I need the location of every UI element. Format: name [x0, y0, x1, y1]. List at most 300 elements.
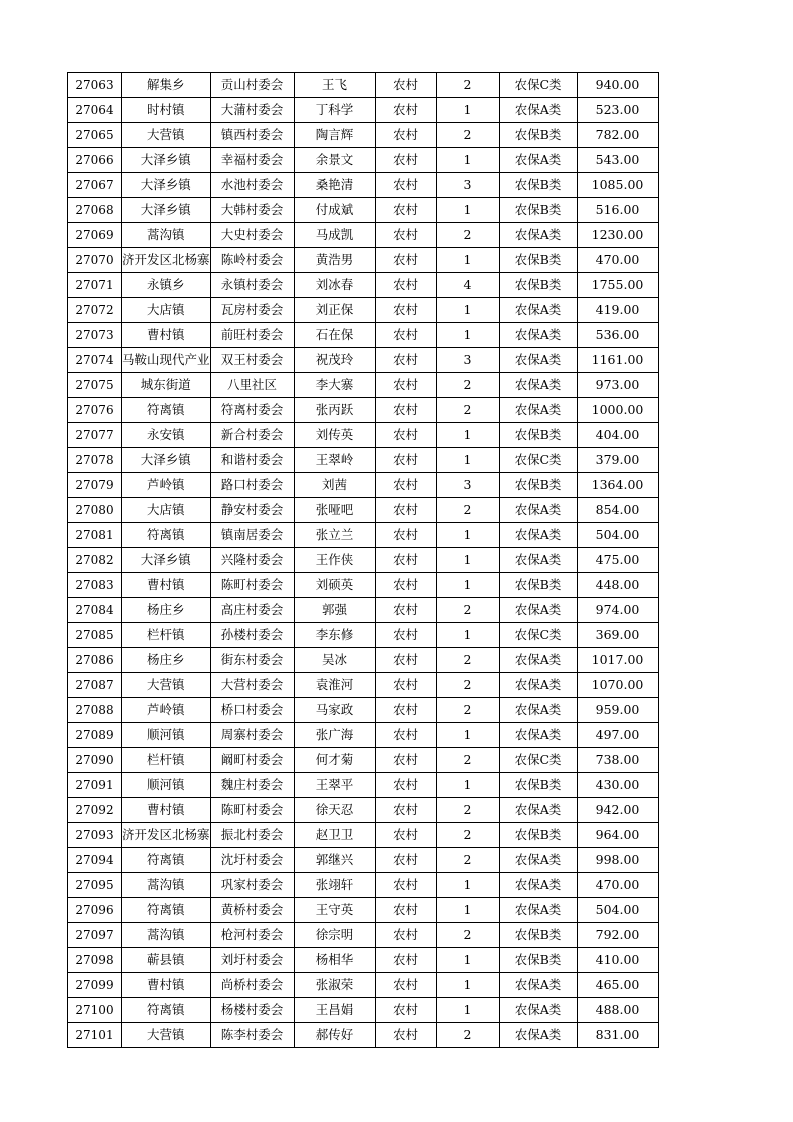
cell-record-id: 27076: [68, 398, 122, 423]
cell-record-id: 27070: [68, 248, 122, 273]
cell-family-size: 2: [436, 123, 499, 148]
cell-insurance-category: 农保A类: [499, 148, 577, 173]
cell-amount: 974.00: [577, 598, 658, 623]
cell-name: 王飞: [294, 73, 375, 98]
cell-township: 大营镇: [122, 123, 211, 148]
cell-village-committee: 镇南居委会: [210, 523, 294, 548]
table-row: [68, 848, 659, 873]
cell-amount: 738.00: [577, 748, 658, 773]
cell-family-size: 1: [436, 773, 499, 798]
cell-insurance-category: 农保B类: [499, 773, 577, 798]
cell-household-type: 农村: [375, 273, 436, 298]
table-row: [68, 273, 659, 298]
cell-name: 王昌娟: [294, 998, 375, 1023]
cell-township: 大营镇: [122, 673, 211, 698]
cell-name: 赵卫卫: [294, 823, 375, 848]
cell-insurance-category: 农保A类: [499, 548, 577, 573]
cell-township: 曹村镇: [122, 573, 211, 598]
cell-household-type: 农村: [375, 748, 436, 773]
cell-household-type: 农村: [375, 673, 436, 698]
table-row: [68, 198, 659, 223]
table-row: [68, 698, 659, 723]
cell-insurance-category: 农保C类: [499, 73, 577, 98]
cell-family-size: 1: [436, 323, 499, 348]
cell-village-committee: 桥口村委会: [210, 698, 294, 723]
cell-family-size: 2: [436, 1023, 499, 1048]
cell-township: 顺河镇: [122, 773, 211, 798]
cell-township: 蒿沟镇: [122, 223, 211, 248]
cell-family-size: 2: [436, 598, 499, 623]
table-row: [68, 548, 659, 573]
cell-amount: 465.00: [577, 973, 658, 998]
cell-household-type: 农村: [375, 323, 436, 348]
cell-name: 石在保: [294, 323, 375, 348]
cell-record-id: 27065: [68, 123, 122, 148]
cell-village-committee: 大史村委会: [210, 223, 294, 248]
cell-village-committee: 黄桥村委会: [210, 898, 294, 923]
cell-record-id: 27067: [68, 173, 122, 198]
cell-family-size: 1: [436, 148, 499, 173]
cell-household-type: 农村: [375, 948, 436, 973]
cell-amount: 1017.00: [577, 648, 658, 673]
cell-township: 芦岭镇: [122, 698, 211, 723]
table-row: [68, 423, 659, 448]
table-row: [68, 573, 659, 598]
table-row: [68, 598, 659, 623]
cell-record-id: 27095: [68, 873, 122, 898]
cell-village-committee: 魏庄村委会: [210, 773, 294, 798]
cell-amount: 1364.00: [577, 473, 658, 498]
cell-township: 大店镇: [122, 498, 211, 523]
cell-village-committee: 杨楼村委会: [210, 998, 294, 1023]
cell-township: 符离镇: [122, 523, 211, 548]
cell-township: 大泽乡镇: [122, 198, 211, 223]
cell-family-size: 1: [436, 623, 499, 648]
table-body: [68, 73, 659, 1048]
cell-township: 大泽乡镇: [122, 148, 211, 173]
cell-township: 城东街道: [122, 373, 211, 398]
cell-household-type: 农村: [375, 548, 436, 573]
cell-village-committee: 符离村委会: [210, 398, 294, 423]
table-row: [68, 473, 659, 498]
cell-family-size: 2: [436, 73, 499, 98]
cell-amount: 523.00: [577, 98, 658, 123]
cell-township: 栏杆镇: [122, 748, 211, 773]
cell-household-type: 农村: [375, 223, 436, 248]
cell-household-type: 农村: [375, 823, 436, 848]
cell-village-committee: 孙楼村委会: [210, 623, 294, 648]
cell-family-size: 2: [436, 848, 499, 873]
cell-record-id: 27086: [68, 648, 122, 673]
cell-amount: 475.00: [577, 548, 658, 573]
cell-household-type: 农村: [375, 648, 436, 673]
cell-village-committee: 周寨村委会: [210, 723, 294, 748]
cell-village-committee: 大蒲村委会: [210, 98, 294, 123]
cell-record-id: 27083: [68, 573, 122, 598]
cell-insurance-category: 农保A类: [499, 98, 577, 123]
cell-record-id: 27074: [68, 348, 122, 373]
cell-amount: 964.00: [577, 823, 658, 848]
cell-family-size: 1: [436, 948, 499, 973]
cell-village-committee: 阚町村委会: [210, 748, 294, 773]
cell-family-size: 1: [436, 448, 499, 473]
cell-township: 时村镇: [122, 98, 211, 123]
cell-family-size: 4: [436, 273, 499, 298]
table-row: [68, 373, 659, 398]
cell-name: 吴冰: [294, 648, 375, 673]
cell-amount: 942.00: [577, 798, 658, 823]
table-row: [68, 173, 659, 198]
cell-village-committee: 瓦房村委会: [210, 298, 294, 323]
cell-village-committee: 前旺村委会: [210, 323, 294, 348]
cell-household-type: 农村: [375, 923, 436, 948]
table-row: [68, 948, 659, 973]
cell-name: 马家政: [294, 698, 375, 723]
cell-insurance-category: 农保B类: [499, 473, 577, 498]
cell-household-type: 农村: [375, 248, 436, 273]
cell-record-id: 27075: [68, 373, 122, 398]
cell-amount: 792.00: [577, 923, 658, 948]
cell-household-type: 农村: [375, 148, 436, 173]
cell-name: 李大寨: [294, 373, 375, 398]
cell-amount: 504.00: [577, 523, 658, 548]
cell-township: 济开发区北杨寨: [122, 248, 211, 273]
cell-record-id: 27085: [68, 623, 122, 648]
cell-insurance-category: 农保A类: [499, 973, 577, 998]
cell-record-id: 27081: [68, 523, 122, 548]
cell-household-type: 农村: [375, 773, 436, 798]
cell-township: 符离镇: [122, 898, 211, 923]
table-row: [68, 448, 659, 473]
cell-family-size: 1: [436, 723, 499, 748]
cell-insurance-category: 农保A类: [499, 673, 577, 698]
cell-name: 丁科学: [294, 98, 375, 123]
cell-township: 符离镇: [122, 998, 211, 1023]
cell-insurance-category: 农保A类: [499, 723, 577, 748]
cell-insurance-category: 农保A类: [499, 873, 577, 898]
cell-family-size: 1: [436, 998, 499, 1023]
table-row: [68, 1023, 659, 1048]
cell-insurance-category: 农保A类: [499, 798, 577, 823]
cell-household-type: 农村: [375, 173, 436, 198]
cell-name: 桑艳清: [294, 173, 375, 198]
cell-amount: 998.00: [577, 848, 658, 873]
cell-insurance-category: 农保A类: [499, 598, 577, 623]
cell-village-committee: 双王村委会: [210, 348, 294, 373]
cell-household-type: 农村: [375, 398, 436, 423]
cell-insurance-category: 农保B类: [499, 948, 577, 973]
cell-record-id: 27073: [68, 323, 122, 348]
cell-household-type: 农村: [375, 973, 436, 998]
cell-insurance-category: 农保A类: [499, 698, 577, 723]
cell-family-size: 1: [436, 973, 499, 998]
cell-name: 刘茜: [294, 473, 375, 498]
cell-name: 郭继兴: [294, 848, 375, 873]
cell-name: 郭强: [294, 598, 375, 623]
cell-household-type: 农村: [375, 473, 436, 498]
cell-insurance-category: 农保A类: [499, 1023, 577, 1048]
cell-insurance-category: 农保B类: [499, 923, 577, 948]
cell-village-committee: 八里社区: [210, 373, 294, 398]
cell-insurance-category: 农保B类: [499, 573, 577, 598]
cell-insurance-category: 农保A类: [499, 298, 577, 323]
cell-name: 马成凯: [294, 223, 375, 248]
table-row: [68, 873, 659, 898]
cell-household-type: 农村: [375, 598, 436, 623]
cell-record-id: 27063: [68, 73, 122, 98]
cell-village-committee: 大韩村委会: [210, 198, 294, 223]
cell-insurance-category: 农保A类: [499, 373, 577, 398]
cell-family-size: 3: [436, 173, 499, 198]
cell-township: 大营镇: [122, 1023, 211, 1048]
cell-insurance-category: 农保B类: [499, 248, 577, 273]
cell-insurance-category: 农保B类: [499, 173, 577, 198]
cell-family-size: 2: [436, 923, 499, 948]
cell-name: 黄浩男: [294, 248, 375, 273]
cell-record-id: 27098: [68, 948, 122, 973]
cell-insurance-category: 农保B类: [499, 273, 577, 298]
cell-name: 郝传好: [294, 1023, 375, 1048]
cell-household-type: 农村: [375, 98, 436, 123]
cell-insurance-category: 农保A类: [499, 848, 577, 873]
cell-household-type: 农村: [375, 298, 436, 323]
table-row: [68, 523, 659, 548]
cell-village-committee: 街东村委会: [210, 648, 294, 673]
cell-village-committee: 陈岭村委会: [210, 248, 294, 273]
cell-amount: 959.00: [577, 698, 658, 723]
table-row: [68, 148, 659, 173]
cell-township: 杨庄乡: [122, 598, 211, 623]
cell-township: 蕲县镇: [122, 948, 211, 973]
cell-name: 张哑吧: [294, 498, 375, 523]
cell-village-committee: 水池村委会: [210, 173, 294, 198]
cell-insurance-category: 农保A类: [499, 648, 577, 673]
cell-record-id: 27082: [68, 548, 122, 573]
cell-village-committee: 振北村委会: [210, 823, 294, 848]
cell-village-committee: 尚桥村委会: [210, 973, 294, 998]
cell-family-size: 1: [436, 198, 499, 223]
cell-township: 符离镇: [122, 398, 211, 423]
cell-name: 付成斌: [294, 198, 375, 223]
cell-village-committee: 和谐村委会: [210, 448, 294, 473]
cell-amount: 488.00: [577, 998, 658, 1023]
cell-name: 刘硕英: [294, 573, 375, 598]
cell-name: 袁淮河: [294, 673, 375, 698]
cell-township: 解集乡: [122, 73, 211, 98]
cell-family-size: 2: [436, 398, 499, 423]
cell-household-type: 农村: [375, 1023, 436, 1048]
cell-township: 蒿沟镇: [122, 873, 211, 898]
cell-amount: 470.00: [577, 873, 658, 898]
cell-household-type: 农村: [375, 873, 436, 898]
cell-record-id: 27100: [68, 998, 122, 1023]
table-row: [68, 973, 659, 998]
cell-family-size: 2: [436, 673, 499, 698]
cell-village-committee: 刘圩村委会: [210, 948, 294, 973]
cell-household-type: 农村: [375, 723, 436, 748]
cell-household-type: 农村: [375, 573, 436, 598]
cell-township: 蒿沟镇: [122, 923, 211, 948]
cell-household-type: 农村: [375, 198, 436, 223]
cell-household-type: 农村: [375, 998, 436, 1023]
cell-amount: 369.00: [577, 623, 658, 648]
cell-township: 符离镇: [122, 848, 211, 873]
cell-amount: 497.00: [577, 723, 658, 748]
cell-insurance-category: 农保B类: [499, 123, 577, 148]
cell-village-committee: 静安村委会: [210, 498, 294, 523]
cell-family-size: 1: [436, 298, 499, 323]
table-row: [68, 623, 659, 648]
cell-record-id: 27090: [68, 748, 122, 773]
cell-township: 大泽乡镇: [122, 173, 211, 198]
cell-village-committee: 陈町村委会: [210, 798, 294, 823]
cell-township: 曹村镇: [122, 798, 211, 823]
cell-name: 王翠平: [294, 773, 375, 798]
table-row: [68, 223, 659, 248]
cell-name: 徐宗明: [294, 923, 375, 948]
cell-record-id: 27096: [68, 898, 122, 923]
cell-village-committee: 路口村委会: [210, 473, 294, 498]
cell-name: 刘冰春: [294, 273, 375, 298]
cell-amount: 430.00: [577, 773, 658, 798]
cell-insurance-category: 农保B类: [499, 198, 577, 223]
cell-name: 陶言辉: [294, 123, 375, 148]
table-row: [68, 898, 659, 923]
cell-household-type: 农村: [375, 623, 436, 648]
cell-insurance-category: 农保C类: [499, 748, 577, 773]
cell-record-id: 27084: [68, 598, 122, 623]
cell-insurance-category: 农保A类: [499, 498, 577, 523]
cell-name: 张立兰: [294, 523, 375, 548]
cell-amount: 379.00: [577, 448, 658, 473]
table-row: [68, 798, 659, 823]
cell-household-type: 农村: [375, 423, 436, 448]
cell-amount: 448.00: [577, 573, 658, 598]
cell-name: 刘正保: [294, 298, 375, 323]
cell-amount: 536.00: [577, 323, 658, 348]
cell-record-id: 27094: [68, 848, 122, 873]
cell-amount: 1070.00: [577, 673, 658, 698]
cell-family-size: 2: [436, 798, 499, 823]
cell-amount: 516.00: [577, 198, 658, 223]
cell-village-committee: 沈圩村委会: [210, 848, 294, 873]
cell-amount: 940.00: [577, 73, 658, 98]
table-row: [68, 398, 659, 423]
cell-family-size: 1: [436, 98, 499, 123]
cell-amount: 504.00: [577, 898, 658, 923]
cell-township: 永安镇: [122, 423, 211, 448]
table-row: [68, 648, 659, 673]
cell-record-id: 27068: [68, 198, 122, 223]
cell-record-id: 27064: [68, 98, 122, 123]
table-row: [68, 748, 659, 773]
cell-amount: 831.00: [577, 1023, 658, 1048]
cell-village-committee: 兴隆村委会: [210, 548, 294, 573]
cell-household-type: 农村: [375, 698, 436, 723]
cell-household-type: 农村: [375, 498, 436, 523]
cell-record-id: 27089: [68, 723, 122, 748]
cell-family-size: 1: [436, 423, 499, 448]
table-row: [68, 73, 659, 98]
cell-insurance-category: 农保A类: [499, 523, 577, 548]
cell-amount: 470.00: [577, 248, 658, 273]
cell-insurance-category: 农保B类: [499, 423, 577, 448]
cell-family-size: 3: [436, 473, 499, 498]
cell-household-type: 农村: [375, 448, 436, 473]
cell-record-id: 27069: [68, 223, 122, 248]
cell-family-size: 2: [436, 748, 499, 773]
table-row: [68, 998, 659, 1023]
cell-record-id: 27071: [68, 273, 122, 298]
cell-record-id: 27099: [68, 973, 122, 998]
cell-insurance-category: 农保A类: [499, 998, 577, 1023]
cell-household-type: 农村: [375, 848, 436, 873]
cell-household-type: 农村: [375, 348, 436, 373]
table-row: [68, 348, 659, 373]
cell-amount: 410.00: [577, 948, 658, 973]
table-row: [68, 923, 659, 948]
cell-township: 栏杆镇: [122, 623, 211, 648]
cell-insurance-category: 农保A类: [499, 223, 577, 248]
cell-household-type: 农村: [375, 523, 436, 548]
cell-amount: 404.00: [577, 423, 658, 448]
cell-family-size: 1: [436, 573, 499, 598]
cell-township: 济开发区北杨寨: [122, 823, 211, 848]
cell-amount: 973.00: [577, 373, 658, 398]
cell-amount: 1085.00: [577, 173, 658, 198]
cell-family-size: 2: [436, 648, 499, 673]
cell-township: 曹村镇: [122, 973, 211, 998]
table-row: [68, 723, 659, 748]
cell-household-type: 农村: [375, 123, 436, 148]
cell-name: 余景文: [294, 148, 375, 173]
cell-family-size: 1: [436, 548, 499, 573]
cell-name: 张翊轩: [294, 873, 375, 898]
cell-amount: 1755.00: [577, 273, 658, 298]
cell-name: 何才菊: [294, 748, 375, 773]
cell-insurance-category: 农保C类: [499, 448, 577, 473]
cell-township: 大泽乡镇: [122, 548, 211, 573]
cell-township: 曹村镇: [122, 323, 211, 348]
cell-insurance-category: 农保A类: [499, 398, 577, 423]
cell-family-size: 1: [436, 248, 499, 273]
cell-amount: 1230.00: [577, 223, 658, 248]
cell-amount: 1000.00: [577, 398, 658, 423]
cell-name: 张广海: [294, 723, 375, 748]
cell-township: 大泽乡镇: [122, 448, 211, 473]
cell-household-type: 农村: [375, 898, 436, 923]
cell-village-committee: 幸福村委会: [210, 148, 294, 173]
cell-amount: 782.00: [577, 123, 658, 148]
cell-township: 大店镇: [122, 298, 211, 323]
cell-household-type: 农村: [375, 73, 436, 98]
cell-township: 芦岭镇: [122, 473, 211, 498]
cell-name: 王作侠: [294, 548, 375, 573]
cell-family-size: 1: [436, 523, 499, 548]
cell-name: 李东修: [294, 623, 375, 648]
cell-township: 顺河镇: [122, 723, 211, 748]
cell-township: 马鞍山现代产业: [122, 348, 211, 373]
cell-record-id: 27101: [68, 1023, 122, 1048]
cell-record-id: 27078: [68, 448, 122, 473]
cell-insurance-category: 农保A类: [499, 323, 577, 348]
cell-amount: 1161.00: [577, 348, 658, 373]
cell-record-id: 27066: [68, 148, 122, 173]
cell-name: 刘传英: [294, 423, 375, 448]
cell-name: 徐天忍: [294, 798, 375, 823]
cell-record-id: 27097: [68, 923, 122, 948]
cell-township: 永镇乡: [122, 273, 211, 298]
